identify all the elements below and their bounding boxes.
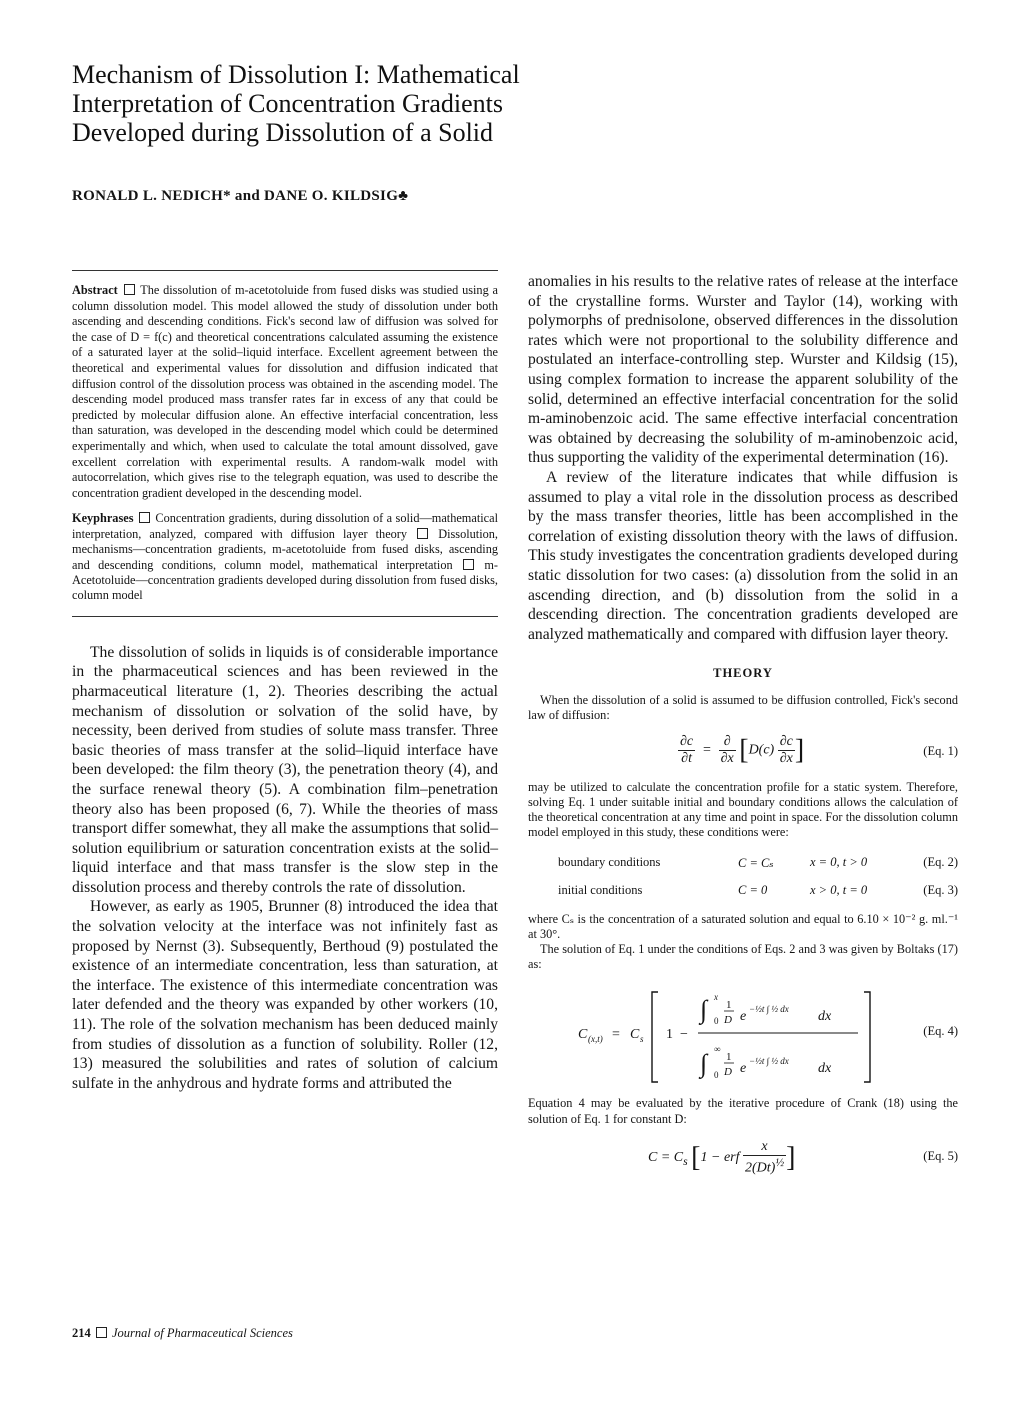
equation-4-number: (Eq. 4) [923,1024,958,1039]
svg-text:0: 0 [714,1016,719,1027]
box-bullet-icon [96,1327,107,1338]
keyphrase-item: m-Acetotoluide—concentration gradients developed during dissolution from fused disks, column model [72,557,499,603]
svg-text:∫: ∫ [700,1049,708,1079]
equation-5-number: (Eq. 5) [923,1148,958,1163]
body-paragraph: A review of the literature indicates that while diffusion is assumed to play a vital role in the dissolution process as described by the mass transfer theories, little has been accomplished in the correlation of existing dissolution theory with the laws of diffusion. This study investigates the concentration gradients developed during static dissolution for two cases: (a) dissolution from the solid in an ascending direction, and (b) dissolution from the solid in a descending direction. The concentration gradients developed are analyzed mathematically and compared with diffusion layer theory. [528,468,958,643]
introduction-continued [528,272,958,644]
theory-paragraph: may be utilized to calculate the concentration profile for a static system. Therefore, solving Eq. 1 under suitable initial and boundary conditions allows the calculation of the theoretical concentration at any time and point in space. For the dissolution column model employed in this study, these conditions were: [528,779,958,840]
box-bullet-icon [124,284,135,295]
title-line-1: Mechanism of Dissolution I: Mathematical [72,60,520,89]
section-heading-theory: THEORY [713,666,773,681]
body-paragraph: The dissolution of solids in liquids is of considerable importance in the pharmaceutical sciences and has been reviewed in the pharmaceutical literature (1, 2). Theories describing the actual mechanism of dissolution or solvation of the solid have, by necessity, been derived from studies of solute mass transfer. Three basic theories of mass transfer at the solid–liquid interface have been developed: the film theory (3), the penetration theory (4), and the surface renewal theory (5). A combination film–penetration theory also has been proposed (6, 7). While the theories of mass transport differ somewhat, they all make the assumptions that solid–solution equilibrium or saturation concentration exists at the solid–liquid interface and that mass transfer is the slow step in the dissolution process and thereby controls the rate of dissolution. [72,643,498,896]
box-bullet-icon [139,512,150,523]
svg-text:−½t ∫ ½ dx: −½t ∫ ½ dx [749,1056,789,1067]
condition-label: boundary conditions [558,855,661,869]
body-paragraph: anomalies in his results to the relative rates of release at the interface of the crystalline forms. Wurster and Taylor (14), working with polymorphs of prednisolone, observed differences in the dissolution rates which were not proportional to the solubility difference and postulated an interface-controlling step. Wurster and Kildsig (15), using complex formation to increase the apparent solubility of the solid, determined an effective interfacial concentration for the solid m-aminobenzoic acid. The same effective interfacial concentration was obtained by decreasing the solubility of m-aminobenzoic acid, thus supporting the validity of the experimental determination (16). [528,273,958,467]
condition-eq-number: (Eq. 3) [923,882,958,897]
equation-4 [528,980,958,1088]
conditions-table [528,849,958,904]
svg-text:−½t ∫ ½ dx: −½t ∫ ½ dx [749,1004,789,1015]
svg-text:D: D [724,1014,732,1027]
equation-5 [528,1135,958,1179]
condition-c: C = Cₛ [738,855,774,870]
condition-label: initial conditions [558,882,643,897]
equation-5-formula: $C = C_s$ [1 − erf $\frac{x}{2(Dt)^{\frac{1}{2}}}$ ] [648,1138,796,1176]
equation-1 [528,730,958,774]
right-column [528,272,958,1187]
title-line-3: Developed during Dissolution of a Solid [72,118,494,147]
svg-text:e: e [740,1061,747,1077]
keyphrases [72,511,498,603]
condition-eq-number: (Eq. 2) [923,855,958,869]
page-footer [72,1326,293,1341]
svg-text:dx: dx [818,1061,832,1077]
body-paragraph: However, as early as 1905, Brunner (8) introduced the idea that the solvation velocity at the interface was not infinitely fast as proposed by Nernst (3). Subsequently, Berthoud (9) postulated the existence of an intermediate concentration, less than saturation, at the interface. The existence of this intermediate concentration was later defended and the theory was expanded by other workers (10, 11). The role of the solvation mechanism has been deduced mainly from studies of dissolution as a function of solubility. Roller (12, 13) measured the solubilities and rates of solution of calcium sulfate in the anhydrous and hydrate forms and attributed the [72,898,498,1092]
introduction-body [72,643,498,1094]
svg-text:0: 0 [714,1070,719,1081]
journal-name: Journal of Pharmaceutical Sciences [112,1326,293,1340]
title-line-2: Interpretation of Concentration Gradients [72,89,504,118]
keyphrases-label: Keyphrases [72,511,134,526]
svg-text:e: e [740,1009,747,1025]
svg-text:dx: dx [818,1009,832,1025]
condition-x: x = 0, t > 0 [810,855,868,869]
table-row [528,877,958,904]
svg-text:(x,t): (x,t) [588,1034,603,1045]
theory-paragraph: When the dissolution of a solid is assumed to be diffusion controlled, Fick's second law of diffusion: [528,693,958,723]
svg-text:=: = [612,1027,620,1043]
left-column [72,270,498,1093]
condition-c: C = 0 [738,882,768,897]
abstract [72,283,498,501]
box-bullet-icon [417,528,428,539]
svg-text:1: 1 [726,999,732,1012]
condition-x: x > 0, t = 0 [810,882,868,897]
equation-1-number: (Eq. 1) [923,743,958,758]
theory-paragraph: The solution of Eq. 1 under the conditions of Eqs. 2 and 3 was given by Boltaks (17) as: [528,941,958,972]
abstract-text: The dissolution of m-acetotoluide from fused disks was studied using a column dissolution model. This model allowed the study of dissolution under both ascending and descending conditions. Fick's second law of diffusion was solved for the case of D = f(c) and theoretical concentrations calculated assuming the existence of a saturated layer at the solid–liquid interface. Excellent agreement between the theoretical and experimental values for dissolution and diffusion indicated that diffusion control of the dissolution process was obtained in the ascending model. The descending model produced mass transfer rates far in excess of any that could be predicted by molecular diffusion alone. An effective interfacial concentration, less than saturation, was developed in the descending model which could be determined experimentally and which, when used to calculate the total amount dissolved, gave excellent correlation with experimental results. A random-walk model with autocorrelation, which gives rise to the telegraph equation, was used to describe the concentration gradient developed in the descending model. [72,283,498,500]
svg-text:C: C [578,1027,588,1043]
abstract-top-rule [72,270,498,271]
equation-1-formula: $\frac{\partial c}{\partial t}$ = $\frac{\partial}{\partial x}$ [D(c) $\frac{\partial c}{\partial x}$ ] [680,733,805,766]
svg-text:−: − [680,1027,688,1043]
equation-4-formula [528,980,888,1088]
svg-text:x: x [714,992,718,1003]
keyphrase-item: Dissolution, mechanisms—concentration gradients, m-acetotoluide from fused disks, ascending and descending conditions, column model, mathematical interpretation [72,526,498,572]
table-row [528,849,958,877]
svg-text:D: D [724,1066,732,1079]
svg-text:1: 1 [666,1027,673,1043]
abstract-label: Abstract [72,283,118,297]
svg-text:1: 1 [726,1051,732,1064]
article-title [72,60,632,147]
svg-text:C: C [630,1027,640,1043]
keyphrase-item: Concentration gradients, during dissolution of a solid—mathematical interpretation, analyzed, compared with diffusion layer theory [72,511,498,541]
author-list: RONALD L. NEDICH* and DANE O. KILDSIG♣ [72,188,409,204]
svg-text:∞: ∞ [714,1044,721,1055]
theory-paragraph: Equation 4 may be evaluated by the iterative procedure of Crank (18) using the solution of Eq. 1 for constant D: [528,1096,958,1126]
svg-text:s: s [640,1034,644,1045]
svg-text:∫: ∫ [700,995,708,1025]
abstract-bottom-rule [72,616,498,617]
page-number: 214 [72,1326,91,1340]
theory-paragraph: where Cₛ is the concentration of a saturated solution and equal to 6.10 × 10⁻² g. ml.⁻¹ at 30°. [528,911,958,941]
box-bullet-icon [463,559,474,570]
